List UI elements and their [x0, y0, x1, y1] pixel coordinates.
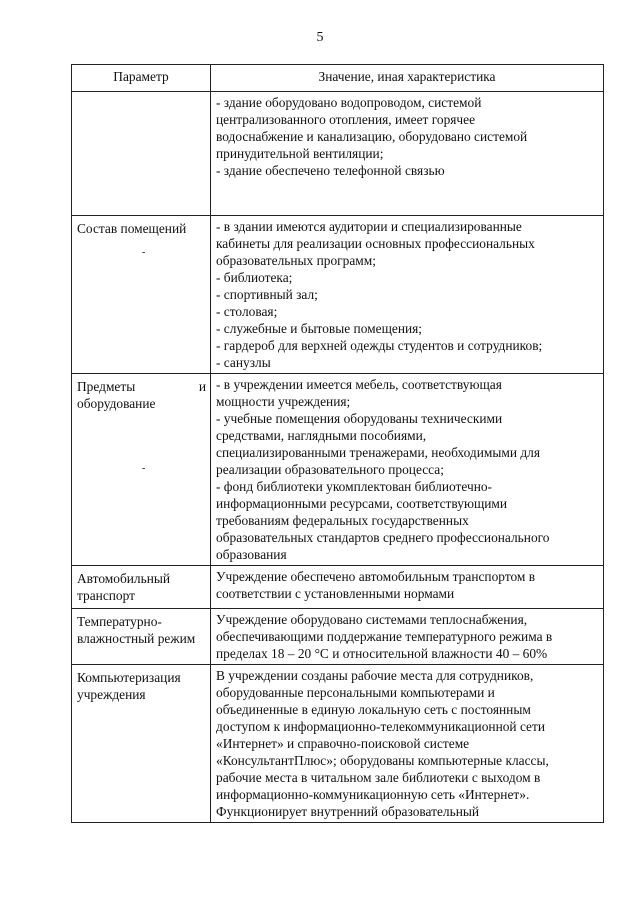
table-row [72, 609, 604, 665]
value-line: - библиотека; [216, 270, 293, 285]
header-value: Значение, иная характеристика [211, 65, 604, 92]
value-line: Учреждение оборудовано системами теплоснабжения, [216, 612, 528, 627]
param-cell: Температурно-влажностный режим [72, 609, 211, 665]
value-line: - в здании имеются аудитории и специализированные [216, 219, 522, 234]
value-line: Функционирует внутренний образовательный [216, 804, 480, 819]
param-label: Состав помещений [77, 221, 187, 236]
value-line: - спортивный зал; [216, 287, 318, 302]
value-line: - фонд библиотеки укомплектован библиотечно- [216, 479, 493, 494]
value-cell [211, 665, 604, 823]
param-label: Предметы и оборудование [77, 379, 206, 411]
value-cell [211, 92, 604, 216]
value-line: Учреждение обеспечено автомобильным транспортом в [216, 569, 536, 584]
value-line: объединенные в единую локальную сеть с постоянным [216, 702, 531, 717]
value-line: централизованного отопления, имеет горячее [216, 112, 476, 127]
value-line: - здание оборудовано водопроводом, системой [216, 95, 482, 110]
table-row [72, 374, 604, 566]
table-row [72, 216, 604, 374]
dash-mark: - [142, 463, 146, 474]
page-number: 5 [316, 30, 324, 45]
value-line: средствами, наглядными пособиями, [216, 428, 427, 443]
characteristics-table [71, 64, 604, 823]
value-line: кабинеты для реализации основных профессиональных [216, 236, 535, 251]
value-line: информационными ресурсами, соответствующими [216, 496, 508, 511]
value-line: обеспечивающими поддержание температурного режима в [216, 629, 553, 644]
table-row [72, 566, 604, 609]
value-line: водоснабжение и канализацию, оборудовано системой [216, 129, 528, 144]
value-line: образования [216, 547, 287, 562]
header-parameter: Параметр [72, 65, 211, 92]
value-line: «КонсультантПлюс»; оборудованы компьютерные классы, [216, 753, 549, 768]
value-line: соответствии с установленными нормами [216, 586, 455, 601]
table-header-row [72, 65, 604, 92]
value-line: - здание обеспечено телефонной связью [216, 163, 445, 178]
value-line: специализированными тренажерами, необходимыми для [216, 445, 540, 460]
value-cell [211, 374, 604, 566]
value-line: информационно-коммуникационную сеть «Интернет». [216, 787, 530, 802]
param-cell [72, 92, 211, 216]
dash-mark: - [142, 247, 146, 258]
value-cell [211, 216, 604, 374]
value-line: требованиям федеральных государственных [216, 513, 469, 528]
value-line: принудительной вентиляции; [216, 146, 384, 161]
table-row [72, 92, 604, 216]
param-cell [72, 216, 211, 374]
value-line: - санузлы [216, 355, 271, 370]
value-line: образовательных программ; [216, 253, 376, 268]
param-cell [72, 374, 211, 566]
value-line: - гардероб для верхней одежды студентов и сотрудников; [216, 338, 543, 353]
value-cell [211, 566, 604, 609]
value-line: реализации образовательного процесса; [216, 462, 444, 477]
value-line: - учебные помещения оборудованы техническими [216, 411, 503, 426]
value-line: мощности учреждения; [216, 394, 351, 409]
value-line: - служебные и бытовые помещения; [216, 321, 423, 336]
value-line: оборудованные персональными компьютерами и [216, 685, 495, 700]
value-line: рабочие места в читальном зале библиотеки с выходом в [216, 770, 541, 785]
value-line: В учреждении созданы рабочие места для сотрудников, [216, 668, 534, 683]
value-line: - столовая; [216, 304, 278, 319]
value-line: образовательных стандартов среднего профессионального [216, 530, 550, 545]
table-row [72, 665, 604, 823]
value-line: «Интернет» и справочно-поисковой системе [216, 736, 470, 751]
param-cell: Автомобильный транспорт [72, 566, 211, 609]
param-cell: Компьютеризация учреждения [72, 665, 211, 823]
value-line: доступом к информационно-телекоммуникационной сети [216, 719, 546, 734]
value-cell [211, 609, 604, 665]
value-line: пределах 18 – 20 °С и относительной влажности 40 – 60% [216, 646, 548, 661]
value-line: - в учреждении имеется мебель, соответствующая [216, 377, 502, 392]
